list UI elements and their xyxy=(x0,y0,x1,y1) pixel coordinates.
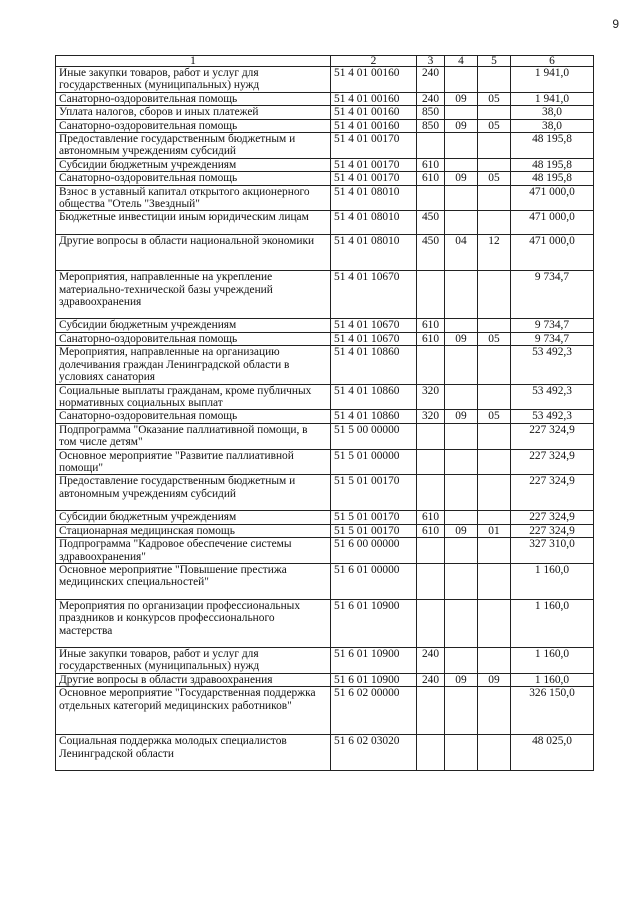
row-name: Мероприятия, направленные на организацию долечивания граждан Ленинградской области в условиях санатория xyxy=(56,346,331,384)
row-amount: 48 195,8 xyxy=(511,158,594,171)
row-expense-type: 610 xyxy=(417,511,445,524)
row-name: Иные закупки товаров, работ и услуг для государственных (муниципальных) нужд xyxy=(56,647,331,673)
row-amount: 53 492,3 xyxy=(511,346,594,384)
row-expense-type: 850 xyxy=(417,106,445,119)
row-code: 51 6 02 03020 xyxy=(331,735,417,771)
row-code: 51 4 01 00170 xyxy=(331,133,417,159)
header-row xyxy=(56,56,594,67)
row-code: 51 4 01 08010 xyxy=(331,235,417,271)
row-amount: 1 160,0 xyxy=(511,673,594,686)
row-section: 09 xyxy=(445,673,478,686)
table-row xyxy=(56,423,594,449)
column-header: 3 xyxy=(417,56,445,67)
row-code: 51 5 01 00000 xyxy=(331,449,417,475)
row-amount: 227 324,9 xyxy=(511,511,594,524)
row-name: Иные закупки товаров, работ и услуг для государственных (муниципальных) нужд xyxy=(56,67,331,93)
row-name: Другие вопросы в области здравоохранения xyxy=(56,673,331,686)
row-name: Субсидии бюджетным учреждениям xyxy=(56,319,331,332)
row-code: 51 4 01 08010 xyxy=(331,211,417,235)
row-section xyxy=(445,384,478,410)
table-row xyxy=(56,346,594,384)
row-expense-type xyxy=(417,271,445,319)
row-expense-type xyxy=(417,563,445,599)
row-code: 51 4 01 00170 xyxy=(331,158,417,171)
row-section xyxy=(445,599,478,647)
table-row xyxy=(56,475,594,511)
row-name: Санаторно-оздоровительная помощь xyxy=(56,92,331,105)
row-code: 51 4 01 10670 xyxy=(331,332,417,345)
table-row xyxy=(56,511,594,524)
row-name: Предоставление государственным бюджетным и автономным учреждениям субсидий xyxy=(56,475,331,511)
row-amount: 1 941,0 xyxy=(511,67,594,93)
row-subsection xyxy=(478,687,511,735)
row-expense-type: 850 xyxy=(417,119,445,132)
row-section xyxy=(445,211,478,235)
row-amount: 48 025,0 xyxy=(511,735,594,771)
row-expense-type: 320 xyxy=(417,410,445,423)
row-section: 09 xyxy=(445,332,478,345)
row-name: Санаторно-оздоровительная помощь xyxy=(56,119,331,132)
row-subsection xyxy=(478,271,511,319)
table-row xyxy=(56,235,594,271)
row-name: Основное мероприятие "Государственная поддержка отдельных категорий медицинских работников" xyxy=(56,687,331,735)
row-subsection xyxy=(478,511,511,524)
row-amount: 38,0 xyxy=(511,119,594,132)
row-amount: 471 000,0 xyxy=(511,235,594,271)
row-name: Стационарная медицинская помощь xyxy=(56,524,331,537)
row-name: Санаторно-оздоровительная помощь xyxy=(56,332,331,345)
column-header: 6 xyxy=(511,56,594,67)
budget-table xyxy=(55,55,594,771)
table-row xyxy=(56,92,594,105)
row-amount: 9 734,7 xyxy=(511,319,594,332)
table-row xyxy=(56,563,594,599)
row-name: Социальные выплаты гражданам, кроме публичных нормативных социальных выплат xyxy=(56,384,331,410)
row-section xyxy=(445,449,478,475)
table-row xyxy=(56,384,594,410)
row-subsection: 05 xyxy=(478,119,511,132)
table-row xyxy=(56,538,594,564)
row-expense-type: 240 xyxy=(417,673,445,686)
row-code: 51 4 01 00170 xyxy=(331,172,417,185)
row-name: Бюджетные инвестиции иным юридическим лицам xyxy=(56,211,331,235)
row-code: 51 5 01 00170 xyxy=(331,475,417,511)
row-subsection: 09 xyxy=(478,673,511,686)
row-expense-type: 610 xyxy=(417,158,445,171)
row-expense-type xyxy=(417,687,445,735)
row-code: 51 6 01 10900 xyxy=(331,599,417,647)
row-expense-type xyxy=(417,599,445,647)
row-subsection: 01 xyxy=(478,524,511,537)
row-expense-type xyxy=(417,346,445,384)
row-code: 51 6 01 00000 xyxy=(331,563,417,599)
row-section xyxy=(445,511,478,524)
row-expense-type: 450 xyxy=(417,211,445,235)
row-subsection xyxy=(478,158,511,171)
row-amount: 1 160,0 xyxy=(511,599,594,647)
table-row xyxy=(56,106,594,119)
row-code: 51 4 01 10860 xyxy=(331,346,417,384)
row-subsection xyxy=(478,346,511,384)
row-expense-type: 240 xyxy=(417,92,445,105)
row-section xyxy=(445,423,478,449)
row-subsection xyxy=(478,211,511,235)
row-amount: 9 734,7 xyxy=(511,271,594,319)
table-row xyxy=(56,67,594,93)
row-section xyxy=(445,67,478,93)
row-subsection xyxy=(478,106,511,119)
row-code: 51 4 01 00160 xyxy=(331,119,417,132)
row-section xyxy=(445,735,478,771)
table-row xyxy=(56,687,594,735)
row-section xyxy=(445,647,478,673)
row-name: Другие вопросы в области национальной экономики xyxy=(56,235,331,271)
row-expense-type: 610 xyxy=(417,172,445,185)
row-expense-type: 240 xyxy=(417,67,445,93)
table-row xyxy=(56,410,594,423)
row-code: 51 4 01 08010 xyxy=(331,185,417,211)
row-subsection xyxy=(478,133,511,159)
table-row xyxy=(56,211,594,235)
row-code: 51 6 02 00000 xyxy=(331,687,417,735)
row-subsection xyxy=(478,735,511,771)
row-subsection xyxy=(478,538,511,564)
row-subsection xyxy=(478,185,511,211)
table-row xyxy=(56,185,594,211)
row-name: Основное мероприятие "Развитие паллиативной помощи" xyxy=(56,449,331,475)
table-row xyxy=(56,158,594,171)
row-section xyxy=(445,158,478,171)
row-subsection: 05 xyxy=(478,172,511,185)
row-expense-type: 450 xyxy=(417,235,445,271)
row-subsection xyxy=(478,423,511,449)
row-code: 51 4 01 00160 xyxy=(331,106,417,119)
row-subsection xyxy=(478,384,511,410)
row-section xyxy=(445,319,478,332)
row-name: Субсидии бюджетным учреждениям xyxy=(56,511,331,524)
row-code: 51 5 01 00170 xyxy=(331,524,417,537)
row-subsection xyxy=(478,647,511,673)
row-expense-type: 320 xyxy=(417,384,445,410)
row-expense-type: 610 xyxy=(417,319,445,332)
table-row xyxy=(56,172,594,185)
row-section: 09 xyxy=(445,524,478,537)
column-header: 2 xyxy=(331,56,417,67)
row-expense-type xyxy=(417,423,445,449)
row-code: 51 4 01 10670 xyxy=(331,319,417,332)
row-code: 51 5 01 00170 xyxy=(331,511,417,524)
row-expense-type xyxy=(417,475,445,511)
row-name: Мероприятия по организации профессиональных праздников и конкурсов профессионального мастерства xyxy=(56,599,331,647)
row-subsection xyxy=(478,449,511,475)
row-code: 51 4 01 10860 xyxy=(331,410,417,423)
row-code: 51 5 00 00000 xyxy=(331,423,417,449)
row-amount: 48 195,8 xyxy=(511,133,594,159)
column-header: 1 xyxy=(56,56,331,67)
row-amount: 471 000,0 xyxy=(511,185,594,211)
column-header: 4 xyxy=(445,56,478,67)
row-section xyxy=(445,271,478,319)
row-amount: 1 160,0 xyxy=(511,563,594,599)
row-expense-type: 240 xyxy=(417,647,445,673)
row-name: Основное мероприятие "Повышение престижа медицинских специальностей" xyxy=(56,563,331,599)
table-row xyxy=(56,449,594,475)
table-row xyxy=(56,599,594,647)
row-name: Подпрограмма "Оказание паллиативной помощи, в том числе детям" xyxy=(56,423,331,449)
table-row xyxy=(56,673,594,686)
row-expense-type: 610 xyxy=(417,524,445,537)
row-amount: 227 324,9 xyxy=(511,423,594,449)
row-amount: 471 000,0 xyxy=(511,211,594,235)
row-code: 51 4 01 00160 xyxy=(331,92,417,105)
row-subsection: 05 xyxy=(478,410,511,423)
row-amount: 326 150,0 xyxy=(511,687,594,735)
row-name: Подпрограмма "Кадровое обеспечение системы здравоохранения" xyxy=(56,538,331,564)
row-subsection: 05 xyxy=(478,332,511,345)
table-row xyxy=(56,735,594,771)
row-expense-type xyxy=(417,449,445,475)
row-code: 51 4 01 10670 xyxy=(331,271,417,319)
row-section xyxy=(445,133,478,159)
table-row xyxy=(56,524,594,537)
row-name: Мероприятия, направленные на укрепление материально-технической базы учреждений здравоохранения xyxy=(56,271,331,319)
page-number: 9 xyxy=(612,17,619,31)
row-subsection xyxy=(478,563,511,599)
row-subsection: 05 xyxy=(478,92,511,105)
row-section xyxy=(445,106,478,119)
row-amount: 1 941,0 xyxy=(511,92,594,105)
row-subsection: 12 xyxy=(478,235,511,271)
row-expense-type xyxy=(417,735,445,771)
row-subsection xyxy=(478,319,511,332)
row-amount: 227 324,9 xyxy=(511,475,594,511)
row-amount: 327 310,0 xyxy=(511,538,594,564)
table-row xyxy=(56,133,594,159)
row-amount: 53 492,3 xyxy=(511,384,594,410)
row-expense-type: 610 xyxy=(417,332,445,345)
row-name: Социальная поддержка молодых специалистов Ленинградской области xyxy=(56,735,331,771)
row-section xyxy=(445,475,478,511)
row-section xyxy=(445,563,478,599)
row-name: Санаторно-оздоровительная помощь xyxy=(56,410,331,423)
row-amount: 227 324,9 xyxy=(511,449,594,475)
row-section: 09 xyxy=(445,410,478,423)
row-amount: 227 324,9 xyxy=(511,524,594,537)
row-name: Субсидии бюджетным учреждениям xyxy=(56,158,331,171)
table-row xyxy=(56,647,594,673)
row-section: 09 xyxy=(445,172,478,185)
column-header: 5 xyxy=(478,56,511,67)
row-code: 51 6 00 00000 xyxy=(331,538,417,564)
table-row xyxy=(56,271,594,319)
row-name: Уплата налогов, сборов и иных платежей xyxy=(56,106,331,119)
row-code: 51 4 01 00160 xyxy=(331,67,417,93)
row-code: 51 6 01 10900 xyxy=(331,647,417,673)
row-section: 09 xyxy=(445,119,478,132)
row-subsection xyxy=(478,475,511,511)
row-subsection xyxy=(478,599,511,647)
row-amount: 1 160,0 xyxy=(511,647,594,673)
row-section xyxy=(445,346,478,384)
row-expense-type xyxy=(417,133,445,159)
row-name: Санаторно-оздоровительная помощь xyxy=(56,172,331,185)
row-section xyxy=(445,538,478,564)
table-row xyxy=(56,319,594,332)
row-name: Взнос в уставный капитал открытого акционерного общества "Отель "Звездный" xyxy=(56,185,331,211)
row-name: Предоставление государственным бюджетным и автономным учреждениям субсидий xyxy=(56,133,331,159)
row-expense-type xyxy=(417,538,445,564)
row-amount: 53 492,3 xyxy=(511,410,594,423)
table-row xyxy=(56,119,594,132)
row-subsection xyxy=(478,67,511,93)
row-code: 51 4 01 10860 xyxy=(331,384,417,410)
row-amount: 9 734,7 xyxy=(511,332,594,345)
row-section xyxy=(445,185,478,211)
table-row xyxy=(56,332,594,345)
row-section: 09 xyxy=(445,92,478,105)
row-section: 04 xyxy=(445,235,478,271)
row-section xyxy=(445,687,478,735)
row-amount: 38,0 xyxy=(511,106,594,119)
row-code: 51 6 01 10900 xyxy=(331,673,417,686)
row-amount: 48 195,8 xyxy=(511,172,594,185)
row-expense-type xyxy=(417,185,445,211)
